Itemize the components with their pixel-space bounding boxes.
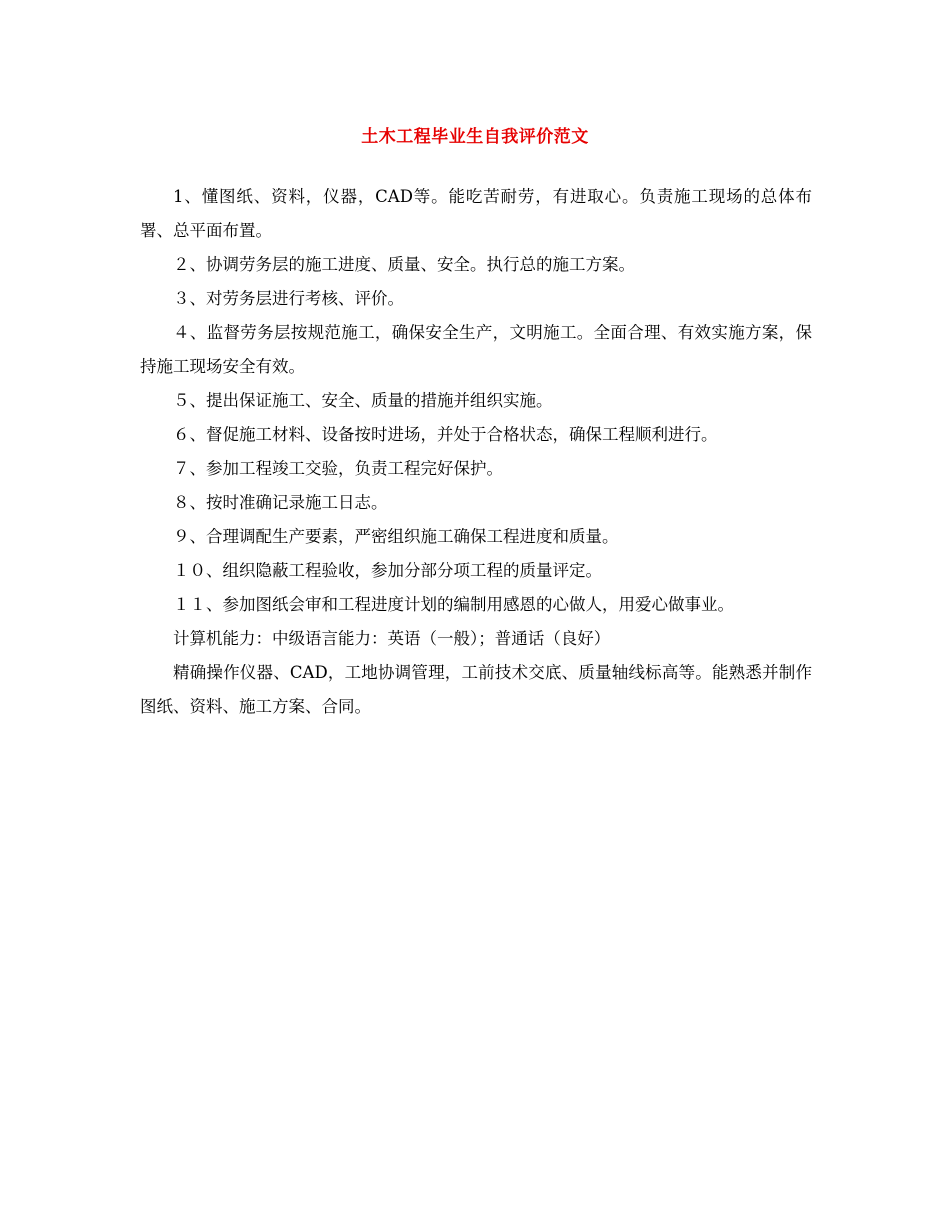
paragraph-5: ５、提出保证施工、安全、质量的措施并组织实施。	[173, 391, 553, 410]
paragraph-skills-summary: 精确操作仪器、CAD，工地协调管理，工前技术交底、质量轴线标高等。能熟悉并制作图纸、资料、施工方案、合同。	[140, 663, 812, 716]
paragraph-3: ３、对劳务层进行考核、评价。	[173, 289, 404, 308]
document-body	[140, 180, 812, 724]
paragraph-7: ７、参加工程竣工交验，负责工程完好保护。	[173, 459, 503, 478]
paragraph-2: ２、协调劳务层的施工进度、质量、安全。执行总的施工方案。	[173, 255, 635, 274]
paragraph-9: ９、合理调配生产要素，严密组织施工确保工程进度和质量。	[173, 527, 619, 546]
paragraph-6: ６、督促施工材料、设备按时进场，并处于合格状态，确保工程顺利进行。	[173, 425, 718, 444]
paragraph-1: 1、懂图纸、资料，仪器，CAD等。能吃苦耐劳，有进取心。负责施工现场的总体布署、总平面布置。	[140, 187, 812, 240]
paragraph-10: １０、组织隐蔽工程验收，参加分部分项工程的质量评定。	[173, 561, 602, 580]
document-title: 土木工程毕业生自我评价范文	[361, 127, 589, 147]
paragraph-8: ８、按时准确记录施工日志。	[173, 493, 388, 512]
paragraph-11: １１、参加图纸会审和工程进度计划的编制用感恩的心做人，用爱心做事业。	[173, 595, 734, 614]
paragraph-4: ４、监督劳务层按规范施工，确保安全生产，文明施工。全面合理、有效实施方案，保持施工现场安全有效。	[140, 323, 812, 376]
paragraph-computer-skills: 计算机能力：中级语言能力：英语（一般）；普通话（良好）	[173, 629, 611, 648]
